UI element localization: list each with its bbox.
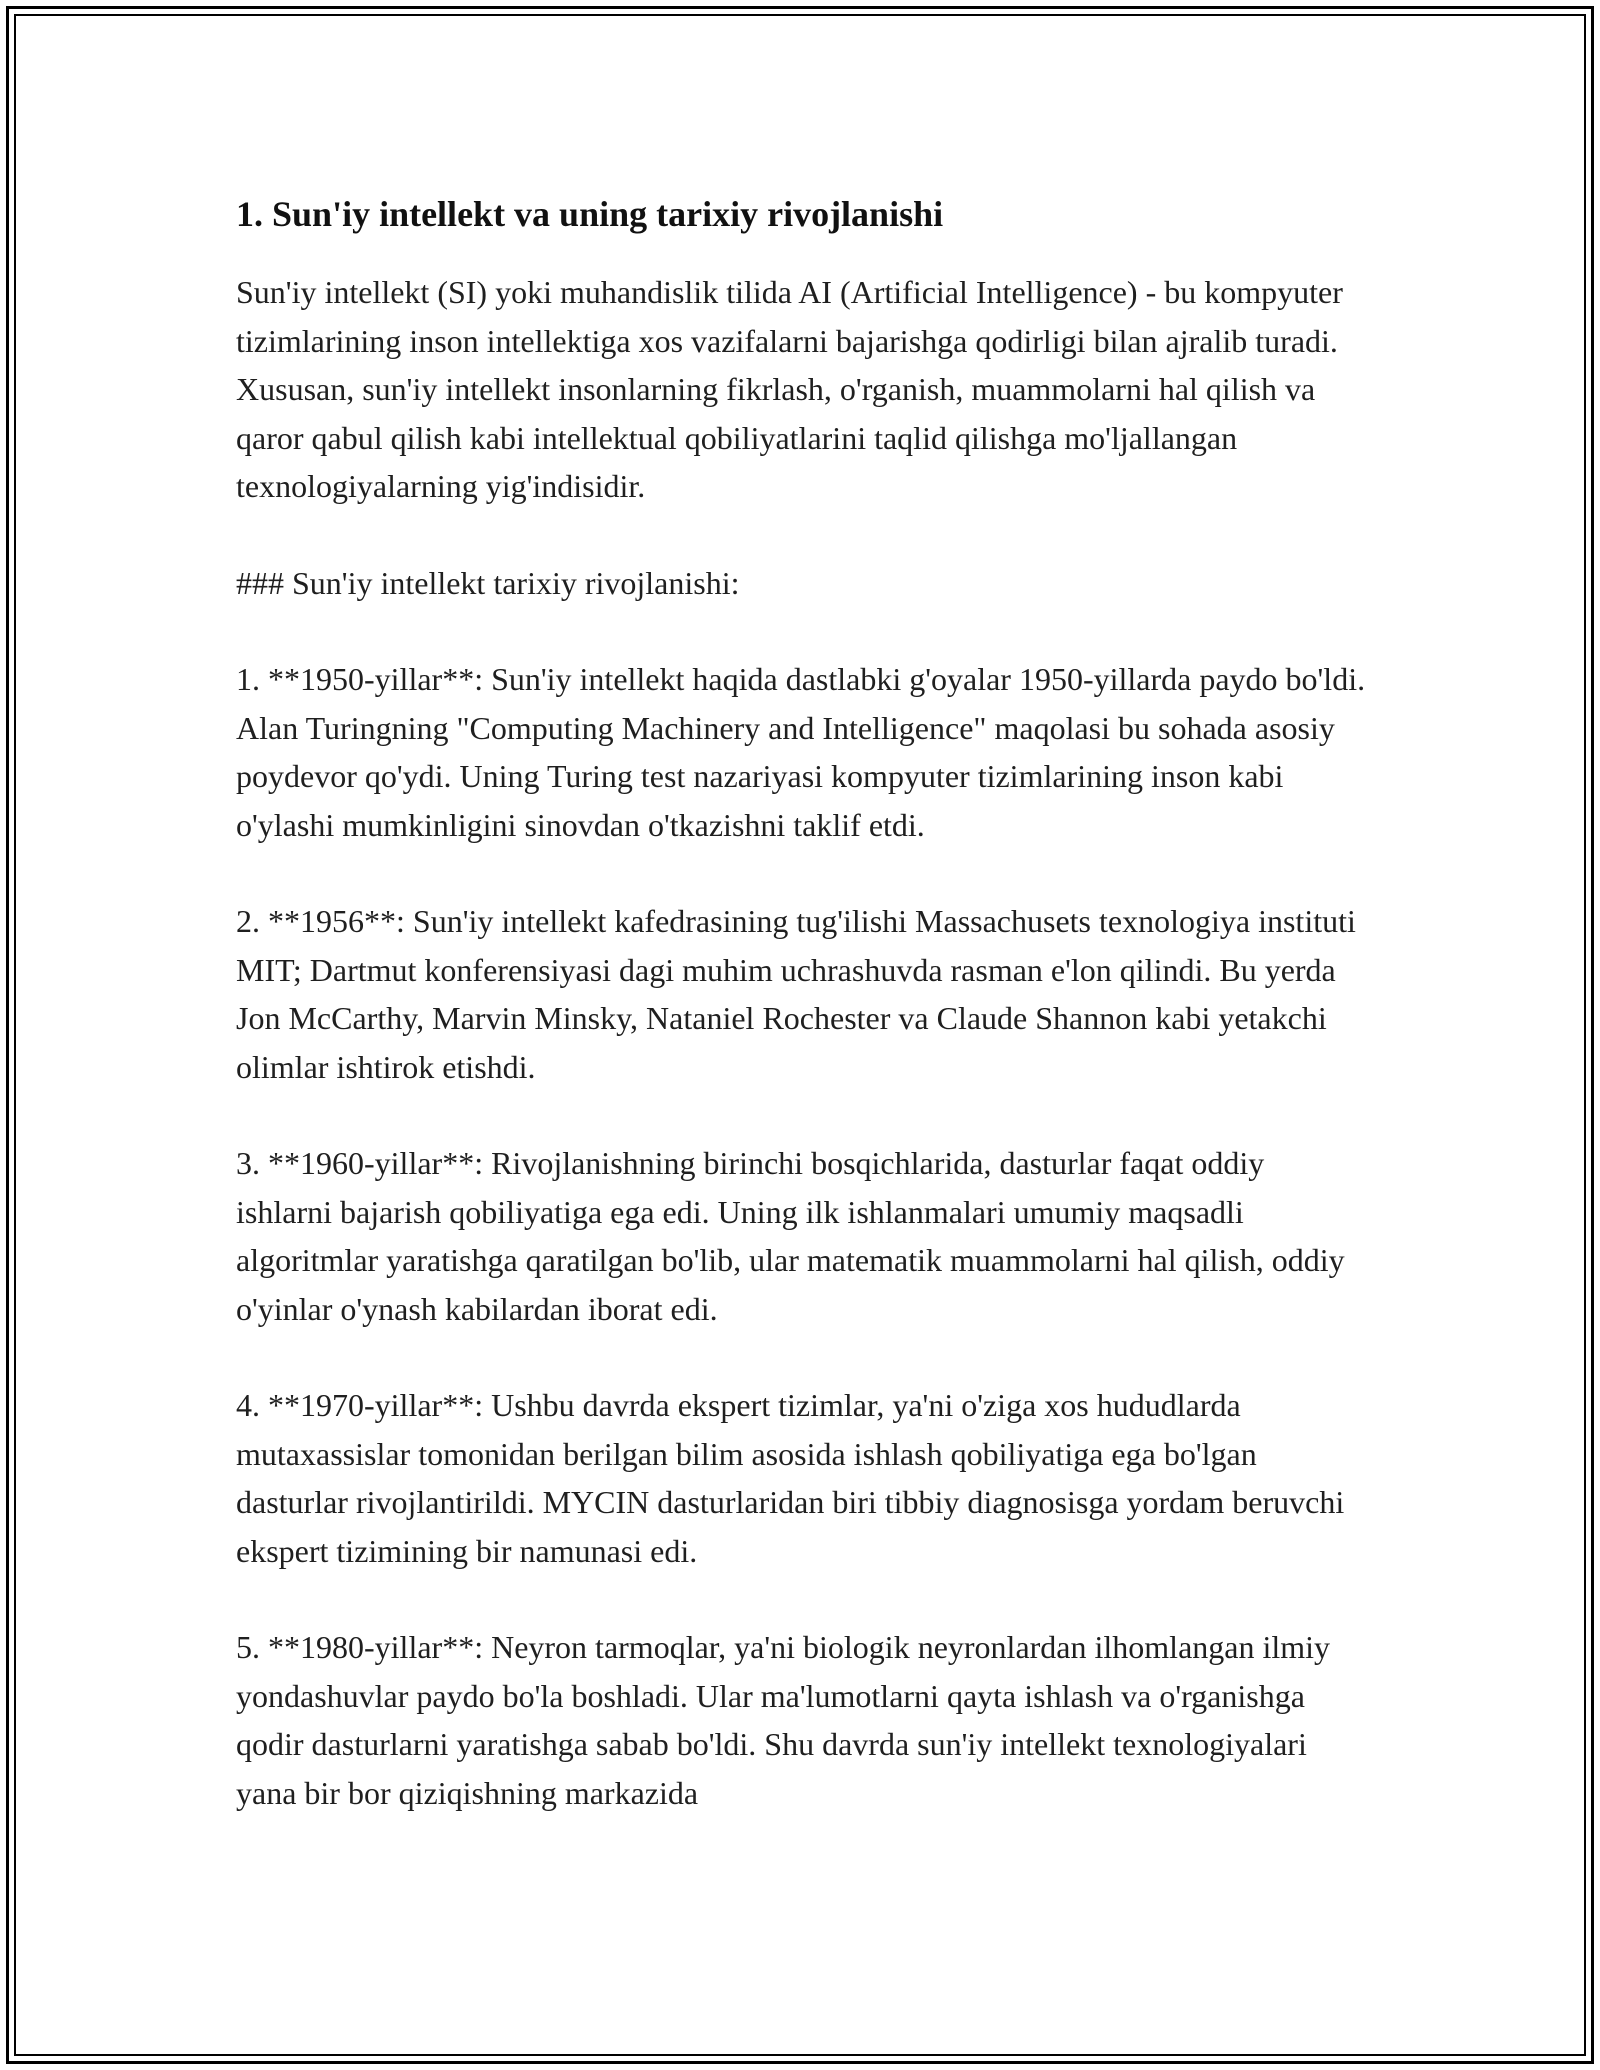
list-item-1970s: 4. **1970-yillar**: Ushbu davrda ekspert tizimlar, ya'ni o'ziga xos hududlarda mutaxassislar tomonidan berilgan bilim asosida ishlash qobiliyatiga ega bo'lgan dasturlar rivojlantirildi. MYCIN dasturlaridan biri tibbiy diagnosisga yordam beruvchi ekspert tizimining bir namunasi edi. <box>236 1387 1345 1569</box>
section-heading: ### Sun'iy intellekt tarixiy rivojlanishi: <box>236 564 740 601</box>
list-item-1980s: 5. **1980-yillar**: Neyron tarmoqlar, ya'ni biologik neyronlardan ilhomlangan ilmiy yondashuvlar paydo bo'la boshladi. Ular ma'lumotlarni qayta ishlash va o'rganishga qodir dasturlarni yaratishga sabab bo'ldi. Shu davrda sun'iy intellekt texnologiyalari yana bir bor qiziqishning markazida <box>236 1629 1331 1811</box>
document-title: 1. Sun'iy intellekt va uning tarixiy rivojlanishi <box>236 194 944 234</box>
document-body <box>236 180 1366 1865</box>
list-item-1956: 2. **1956**: Sun'iy intellekt kafedrasining tug'ilishi Massachusets texnologiya instituti MIT; Dartmut konferensiyasi dagi muhim uchrashuvda rasman e'lon qilindi. Bu yerda Jon McCarthy, Marvin Minsky, Nataniel Rochester va Claude Shannon kabi yetakchi olimlar ishtirok etishdi. <box>236 903 1356 1085</box>
list-item-1960s: 3. **1960-yillar**: Rivojlanishning birinchi bosqichlarida, dasturlar faqat oddiy ishlarni bajarish qobiliyatiga ega edi. Uning ilk ishlanmalari umumiy maqsadli algoritmlar yaratishga qaratilgan bo'lib, ular matematik muammolarni hal qilish, oddiy o'yinlar o'ynash kabilardan iborat edi. <box>236 1145 1345 1327</box>
list-item-1950s: 1. **1950-yillar**: Sun'iy intellekt haqida dastlabki g'oyalar 1950-yillarda paydo bo'ldi. Alan Turingning "Computing Machinery and Intelligence" maqolasi bu sohada asosiy poydevor qo'ydi. Uning Turing test nazariyasi kompyuter tizimlarining inson kabi o'ylashi mumkinligini sinovdan o'tkazishni taklif etdi. <box>236 661 1366 843</box>
intro-paragraph: Sun'iy intellekt (SI) yoki muhandislik tilida AI (Artificial Intelligence) - bu kompyuter tizimlarining inson intellektiga xos vazifalarni bajarishga qodirligi bilan ajralib turadi. Xususan, sun'iy intellekt insonlarning fikrlash, o'rganish, muammolarni hal qilish va qaror qabul qilish kabi intellektual qobiliyatlarini taqlid qilishga mo'ljallangan texnologiyalarning yig'indisidir. <box>236 274 1343 504</box>
